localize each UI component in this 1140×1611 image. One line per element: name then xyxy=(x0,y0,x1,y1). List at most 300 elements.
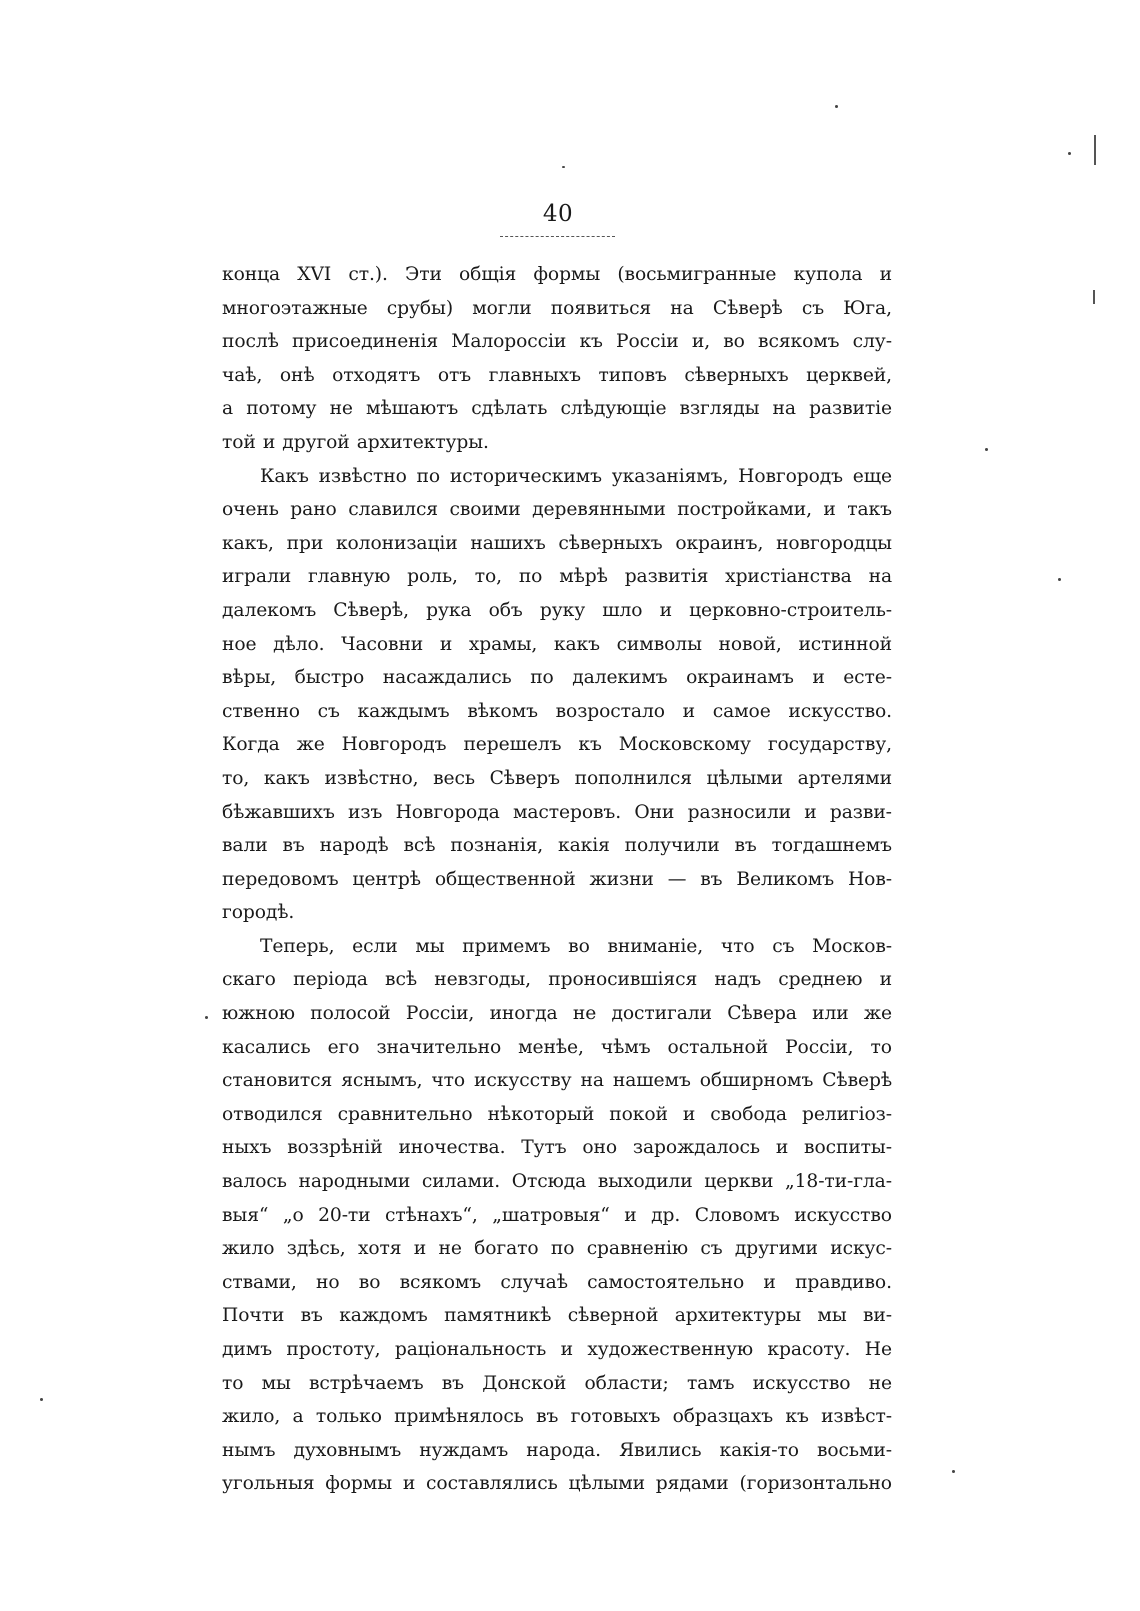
word: то, xyxy=(222,767,250,789)
word: а xyxy=(222,398,234,420)
word: памятникѣ xyxy=(444,1305,552,1327)
word: Новгорода xyxy=(395,801,500,823)
text-line xyxy=(222,460,892,494)
word: многоэтажные xyxy=(222,297,368,319)
word: остальной xyxy=(667,1036,769,1058)
word: духовнымъ xyxy=(293,1439,402,1461)
word: народными xyxy=(298,1171,411,1193)
word: и xyxy=(560,1339,573,1360)
word: по xyxy=(530,667,554,689)
word: и xyxy=(682,700,695,722)
text-line xyxy=(222,392,892,426)
word: составлялись xyxy=(426,1473,558,1495)
word: и xyxy=(823,499,836,521)
word: символы xyxy=(616,633,702,655)
word: съ xyxy=(700,1238,723,1260)
word: воззрѣній xyxy=(287,1137,383,1159)
word: сѣверной xyxy=(567,1305,659,1327)
word: надъ xyxy=(714,969,762,991)
word: центрѣ xyxy=(352,868,421,890)
word: по xyxy=(518,566,543,588)
word: отъ xyxy=(437,364,472,386)
text-line xyxy=(222,1400,892,1434)
word: угольныя xyxy=(222,1473,315,1495)
word: въ xyxy=(300,1305,323,1327)
word: архитектуры xyxy=(674,1305,801,1327)
word: Новгородъ xyxy=(738,465,843,487)
page-number: 40 xyxy=(542,201,574,227)
word: самостоятельно xyxy=(587,1271,745,1293)
word: „18-ти-гла- xyxy=(785,1171,892,1193)
word: здѣсь, xyxy=(286,1238,346,1260)
word: Часовни xyxy=(341,633,424,655)
word: всѣ xyxy=(403,835,436,857)
word: Малороссіи xyxy=(451,331,567,353)
text-line xyxy=(222,1266,892,1300)
word: въ xyxy=(441,1372,464,1394)
word: Тутъ xyxy=(521,1137,567,1159)
text-line xyxy=(222,359,892,393)
word: передовомъ xyxy=(222,868,339,890)
body-text xyxy=(222,258,892,1501)
word: какъ, xyxy=(222,532,274,554)
word: жизни xyxy=(589,868,654,890)
word: формы xyxy=(533,264,601,285)
text-line xyxy=(222,1467,892,1501)
text-line xyxy=(222,560,892,594)
word: во xyxy=(568,935,590,957)
word: мастеровъ. xyxy=(512,801,622,823)
text-line xyxy=(222,728,892,762)
word: постройками, xyxy=(677,499,812,521)
word: главныхъ xyxy=(488,364,581,386)
word: — xyxy=(667,868,687,890)
word: мы xyxy=(415,935,445,957)
word: по xyxy=(416,465,441,487)
word: ственно xyxy=(222,700,300,722)
word: въ xyxy=(282,835,305,857)
text-line xyxy=(222,1232,892,1266)
word: или xyxy=(812,1003,849,1025)
word: богато xyxy=(474,1238,539,1260)
word: чаѣ, xyxy=(222,364,263,386)
scan-speck xyxy=(985,448,988,451)
word: Сѣвера xyxy=(727,1003,797,1025)
word: мѣрѣ xyxy=(559,566,608,588)
word: искусство xyxy=(794,1204,892,1226)
word: къ xyxy=(578,734,602,756)
word: объ xyxy=(488,599,523,621)
word: съ xyxy=(772,935,795,957)
word: хотя xyxy=(357,1238,402,1260)
word: среднею xyxy=(778,969,863,991)
word: оно xyxy=(582,1137,618,1159)
word: въ xyxy=(734,835,757,857)
word: димъ xyxy=(222,1339,272,1360)
word: на xyxy=(868,566,892,588)
word: красоту. xyxy=(767,1339,851,1360)
word: Сѣверъ xyxy=(489,767,560,789)
word: дѣло. xyxy=(273,633,325,655)
page-number-rule xyxy=(500,236,615,237)
word: извѣст- xyxy=(821,1406,892,1428)
word: искусство xyxy=(752,1372,851,1394)
word: славился xyxy=(348,499,439,521)
word: сдѣлать xyxy=(471,398,548,420)
word: слу- xyxy=(852,331,892,353)
word: 20-ти xyxy=(318,1204,371,1226)
word: цѣлыми xyxy=(706,767,783,789)
word: общественной xyxy=(434,868,576,890)
word: окраинамъ xyxy=(686,667,794,689)
word: ныхъ xyxy=(222,1137,272,1159)
word: очень xyxy=(222,499,279,521)
word: мѣшаютъ xyxy=(366,398,459,420)
word: и xyxy=(763,1271,776,1293)
word: Юга, xyxy=(843,297,892,319)
word: истинной xyxy=(798,633,892,655)
word: всѣ xyxy=(385,969,417,991)
word: Великомъ xyxy=(736,868,835,890)
text-line xyxy=(222,963,892,997)
word: воспиты- xyxy=(804,1137,892,1159)
text-line xyxy=(222,1165,892,1199)
word: Отсюда xyxy=(511,1171,587,1193)
word: касались xyxy=(222,1036,311,1058)
word: колонизаціи xyxy=(335,532,458,554)
word: „шатровыя“ xyxy=(492,1204,610,1226)
text-line xyxy=(222,527,892,561)
word: искус- xyxy=(830,1238,892,1260)
scan-speck xyxy=(562,166,565,168)
word: новой, xyxy=(718,633,782,655)
word: тогдашнемъ xyxy=(771,835,892,857)
word: главную xyxy=(307,566,391,588)
text-line xyxy=(222,863,892,897)
word: другими xyxy=(734,1238,818,1260)
word: случаѣ xyxy=(500,1271,568,1293)
word: историческимъ xyxy=(449,465,602,487)
text-line xyxy=(222,426,892,460)
text-line xyxy=(222,1199,892,1233)
text-line xyxy=(222,997,892,1031)
word: и xyxy=(775,1137,789,1159)
word: получили xyxy=(624,835,720,857)
word: не xyxy=(329,398,353,420)
word: послѣ xyxy=(222,331,279,353)
text-line xyxy=(222,896,892,930)
word: развитія xyxy=(624,566,709,588)
word: только xyxy=(315,1406,382,1428)
text-line xyxy=(222,1098,892,1132)
word: Они xyxy=(634,801,675,823)
word: при xyxy=(286,532,324,554)
word: раціональность xyxy=(394,1339,547,1360)
word: мы xyxy=(817,1305,847,1327)
word: покой xyxy=(609,1103,668,1125)
word: (восьмигранные xyxy=(617,264,777,285)
word: церквей, xyxy=(806,364,892,386)
word: области; xyxy=(584,1372,669,1394)
word: иногда xyxy=(489,1003,558,1025)
word: въ xyxy=(700,868,723,890)
word: выя“ xyxy=(222,1204,269,1226)
word: всякомъ xyxy=(758,331,840,353)
word: что xyxy=(720,935,755,957)
word: вали xyxy=(222,835,268,857)
word: къ xyxy=(579,331,603,353)
word: полосой xyxy=(310,1003,391,1025)
word: Какъ xyxy=(260,465,309,487)
word: художественную xyxy=(587,1339,754,1360)
word: съ xyxy=(317,700,340,722)
word: срубы) xyxy=(386,297,454,319)
word: познанія, xyxy=(450,835,544,857)
word: скаго xyxy=(222,969,276,991)
word: шло xyxy=(602,599,643,621)
word: Теперь, xyxy=(260,935,335,957)
word: насаждались xyxy=(382,667,512,689)
text-line xyxy=(222,1064,892,1098)
word: вѣкомъ xyxy=(467,700,538,722)
word: не xyxy=(438,1238,462,1260)
word: слѣдующіе xyxy=(560,398,667,420)
word: такъ xyxy=(847,499,892,521)
word: зарождалось xyxy=(632,1137,760,1159)
word: Почти xyxy=(222,1305,285,1327)
word: изъ xyxy=(348,801,383,823)
text-line xyxy=(222,292,892,326)
text-line xyxy=(222,1131,892,1165)
word: періода xyxy=(293,969,368,991)
text-line xyxy=(222,1299,892,1333)
word: „о xyxy=(282,1204,304,1226)
word: разви- xyxy=(829,801,892,823)
word: примемъ xyxy=(462,935,551,957)
word: общія xyxy=(459,264,517,285)
word: восьми- xyxy=(816,1439,892,1461)
word: чѣмъ xyxy=(600,1036,651,1058)
word: далекомъ xyxy=(222,599,317,621)
word: нѣкоторый xyxy=(487,1103,595,1125)
word: вѣры, xyxy=(222,667,277,689)
scan-speck xyxy=(1068,152,1071,155)
text-line xyxy=(222,796,892,830)
word: же xyxy=(863,1003,892,1025)
word: возростало xyxy=(555,700,665,722)
word: народѣ xyxy=(319,835,389,857)
word: типовъ xyxy=(598,364,667,386)
word: всякомъ xyxy=(399,1271,482,1293)
word: съ xyxy=(801,297,824,319)
word: самое xyxy=(712,700,771,722)
scan-speck xyxy=(205,1016,208,1019)
word: на xyxy=(580,1070,604,1092)
word: Донской xyxy=(482,1372,567,1394)
text-line xyxy=(222,930,892,964)
word: архитектуры. xyxy=(356,431,489,453)
word: вниманіе, xyxy=(607,935,704,957)
word: каждомъ xyxy=(339,1305,428,1327)
word: ви- xyxy=(863,1305,892,1327)
word: свобода xyxy=(710,1103,787,1125)
word: невзгоды, xyxy=(434,969,531,991)
word: же xyxy=(296,734,325,756)
scan-speck xyxy=(835,105,838,108)
word: быстро xyxy=(294,667,365,689)
word: религіоз- xyxy=(801,1103,892,1125)
word: и xyxy=(812,667,825,689)
word: Московскому xyxy=(618,734,751,756)
word: Сѣверѣ, xyxy=(333,599,409,621)
word: какія xyxy=(558,835,610,857)
word: жило, xyxy=(222,1406,281,1428)
word: развитіе xyxy=(809,398,892,420)
word: и xyxy=(804,801,817,823)
scan-edge-mark xyxy=(1094,135,1096,165)
word: потому xyxy=(246,398,317,420)
word: то xyxy=(222,1372,244,1394)
word: государству, xyxy=(767,734,892,756)
word: по xyxy=(550,1238,575,1260)
word: ст.). xyxy=(348,264,388,285)
word: купола xyxy=(793,264,863,285)
word: Явились xyxy=(619,1439,702,1461)
word: ное xyxy=(222,633,257,655)
word: Россіи, xyxy=(785,1036,854,1058)
word: Эти xyxy=(405,264,442,285)
word: образцахъ xyxy=(672,1406,774,1428)
word: на xyxy=(772,398,796,420)
text-line xyxy=(222,762,892,796)
word: конца xyxy=(222,264,281,285)
text-line xyxy=(222,594,892,628)
scan-speck xyxy=(40,1398,43,1401)
word: указаніямъ, xyxy=(611,465,729,487)
word: на xyxy=(670,297,694,319)
word: и xyxy=(624,1204,637,1226)
word: и xyxy=(879,264,892,285)
word: далекимъ xyxy=(572,667,668,689)
word: значительно xyxy=(376,1036,502,1058)
text-line xyxy=(222,695,892,729)
word: роль, xyxy=(407,566,458,588)
word: выходили xyxy=(597,1171,693,1193)
word: руку xyxy=(539,599,586,621)
word: готовыхъ xyxy=(570,1406,661,1428)
word: какъ xyxy=(553,633,600,655)
word: (горизонтально xyxy=(739,1473,892,1495)
word: нуждамъ xyxy=(419,1439,509,1461)
word: жило xyxy=(222,1238,275,1260)
word: городѣ. xyxy=(222,902,295,924)
word: стѣнахъ“, xyxy=(385,1204,478,1226)
word: какъ xyxy=(263,767,310,789)
word: силами. xyxy=(421,1171,501,1193)
word: его xyxy=(327,1036,360,1058)
word: и xyxy=(439,633,453,655)
word: тамъ xyxy=(686,1372,735,1394)
word: къ xyxy=(785,1406,809,1428)
word: бѣжавшихъ xyxy=(222,801,335,823)
word: то xyxy=(870,1036,892,1058)
word: обширномъ xyxy=(699,1070,814,1092)
word: играли xyxy=(222,566,292,588)
word: не xyxy=(572,1003,597,1025)
text-line xyxy=(222,829,892,863)
text-line xyxy=(222,325,892,359)
word: онѣ xyxy=(279,364,315,386)
word: валось xyxy=(222,1171,287,1193)
word: нашемъ xyxy=(612,1070,691,1092)
word: мы xyxy=(261,1372,291,1394)
word: весь xyxy=(433,767,475,789)
word: пополнился xyxy=(574,767,692,789)
word: становится xyxy=(222,1070,333,1092)
word: христіанства xyxy=(725,566,852,588)
text-line xyxy=(222,1333,892,1367)
word: Не xyxy=(864,1339,892,1360)
word: формы xyxy=(325,1473,392,1495)
word: Россіи, xyxy=(405,1003,475,1025)
word: проносившіяся xyxy=(548,969,698,991)
word: деревянными xyxy=(532,499,666,521)
word: перешелъ xyxy=(463,734,562,756)
word: сѣверныхъ xyxy=(558,532,663,554)
word: Россіи xyxy=(616,331,679,353)
word: что xyxy=(431,1070,466,1092)
word: Сѣверѣ xyxy=(822,1070,892,1092)
word: Нов- xyxy=(847,868,892,890)
word: примѣнялось xyxy=(394,1406,524,1428)
word: Словомъ xyxy=(694,1204,780,1226)
word: менѣе, xyxy=(518,1036,584,1058)
word: извѣстно xyxy=(318,465,407,487)
text-line xyxy=(222,1367,892,1401)
word: есте- xyxy=(843,667,892,689)
word: рано xyxy=(290,499,337,521)
word: и xyxy=(659,599,672,621)
word: сравнительно xyxy=(337,1103,473,1125)
word: не xyxy=(868,1372,892,1394)
word: и xyxy=(413,1238,427,1260)
word: достигали xyxy=(611,1003,712,1025)
word: рука xyxy=(426,599,472,621)
word: церковно-строитель- xyxy=(689,599,892,621)
word: церкви xyxy=(704,1171,774,1193)
word: могли xyxy=(472,297,532,319)
text-line xyxy=(222,258,892,292)
word: еще xyxy=(852,465,892,487)
word: и xyxy=(402,1473,416,1495)
word: Москов- xyxy=(812,935,892,957)
word: встрѣчаемъ xyxy=(309,1372,424,1394)
word: а xyxy=(292,1406,304,1428)
text-line xyxy=(222,493,892,527)
text-line xyxy=(222,1434,892,1468)
word: присоединенія xyxy=(292,331,439,353)
scan-speck xyxy=(952,1470,955,1473)
word: взгляды xyxy=(679,398,760,420)
word: простоту, xyxy=(286,1339,381,1360)
word: южною xyxy=(222,1003,295,1025)
word: если xyxy=(352,935,398,957)
word: во xyxy=(723,331,745,353)
word: яснымъ, xyxy=(341,1070,423,1092)
word: окраинъ, xyxy=(675,532,764,554)
word: и xyxy=(682,1103,696,1125)
word: ствами, xyxy=(222,1271,297,1293)
